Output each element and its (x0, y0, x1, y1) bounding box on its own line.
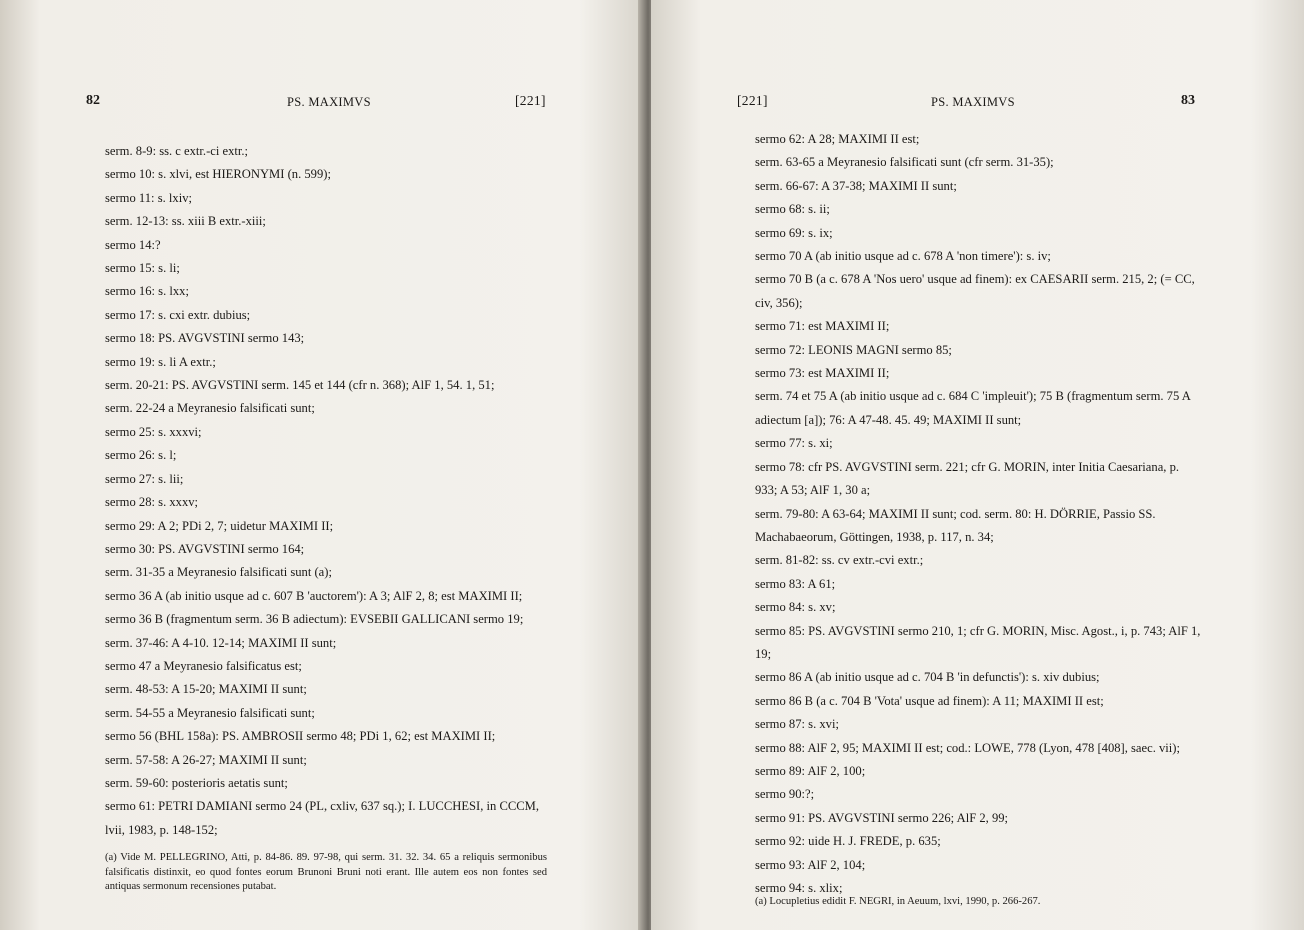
entry: sermo 71: est MAXIMI II; (755, 319, 890, 334)
entry: sermo 30: PS. AVGVSTINI sermo 164; (105, 541, 305, 556)
entry: serm. 81-82: ss. cv extr.-cvi extr.; (755, 553, 924, 568)
page-number: 82 (86, 93, 100, 108)
entry: sermo 89: AlF 2, 100; (755, 763, 866, 778)
entry: serm. 66-67: A 37-38; MAXIMI II sunt; (755, 178, 957, 193)
entry: sermo 83: A 61; (755, 576, 836, 591)
entry: sermo 78: cfr PS. AVGVSTINI serm. 221; cfr G. MORIN, inter Initia Caesariana, p. 933; A 53; AlF 1, 30 a; (755, 459, 1180, 498)
entry: sermo 29: A 2; PDi 2, 7; uidetur MAXIMI II; (105, 518, 334, 533)
entry: serm. 20-21: PS. AVGVSTINI serm. 145 et 144 (cfr n. 368); AlF 1, 54. 1, 51; (105, 378, 495, 393)
entry: sermo 84: s. xv; (755, 600, 836, 615)
entry-list (755, 128, 1203, 900)
entry: serm. 54-55 a Meyranesio falsificati sunt; (105, 705, 315, 720)
entry: sermo 14:? (105, 237, 161, 252)
entry: sermo 70 B (a c. 678 A 'Nos uero' usque ad finem): ex CAESARII serm. 215, 2; (= CC, civ, 356); (755, 272, 1195, 310)
entry: sermo 85: PS. AVGVSTINI sermo 210, 1; cfr G. MORIN, Misc. Agost., i, p. 743; AlF 1, 19; (755, 623, 1201, 661)
footnote: (a) Vide M. PELLEGRINO, Atti, p. 84-86. 89. 97-98, qui serm. 31. 32. 34. 65 a reliquis sermonibus falsificatis distinxit, eo quod fontes eorum Brunoni Bruni noti erant. Ille autem eos non fontes sed antiquas sermonum recensiones putabat. (105, 852, 547, 892)
entry: sermo 19: s. li A extr.; (105, 354, 216, 369)
entry: sermo 88: AlF 2, 95; MAXIMI II est; cod.: LOWE, 778 (Lyon, 478 [408], saec. vii); (755, 740, 1180, 755)
entry: serm. 8-9: ss. c extr.-ci extr.; (105, 144, 249, 158)
entry: sermo 36 B (fragmentum serm. 36 B adiectum): EVSEBII GALLICANI sermo 19; (105, 612, 524, 627)
section-number: [221] (737, 93, 768, 108)
entry: sermo 94: s. xlix; (755, 881, 843, 895)
entry: sermo 10: s. xlvi, est HIERONYMI (n. 599); (105, 167, 331, 182)
entry: serm. 12-13: ss. xiii B extr.-xiii; (105, 214, 266, 229)
entry: sermo 17: s. cxi extr. dubius; (105, 307, 251, 322)
left-page (0, 0, 646, 930)
entry: sermo 90:?; (755, 787, 815, 802)
entry: sermo 61: PETRI DAMIANI sermo 24 (PL, cxliv, 637 sq.); I. LUCCHESI, in CCCM, lvii, 1983, p. 148-152; (105, 799, 540, 837)
entry: sermo 47 a Meyranesio falsificatus est; (105, 658, 302, 673)
entry: sermo 93: AlF 2, 104; (755, 857, 866, 872)
entry: sermo 87: s. xvi; (755, 717, 839, 732)
entry: sermo 36 A (ab initio usque ad c. 607 B 'auctorem'): A 3; AlF 2, 8; est MAXIMI II; (105, 588, 523, 603)
entry: serm. 48-53: A 15-20; MAXIMI II sunt; (105, 682, 307, 697)
entry: sermo 25: s. xxxvi; (105, 424, 202, 439)
entry: sermo 68: s. ii; (755, 202, 830, 217)
footnote: (a) Locupletius edidit F. NEGRI, in Aeuum, lxvi, 1990, p. 266-267. (755, 896, 1041, 907)
entry: sermo 92: uide H. J. FREDE, p. 635; (755, 834, 941, 849)
entry: serm. 79-80: A 63-64; MAXIMI II sunt; cod. serm. 80: H. DÖRRIE, Passio SS. Machabaeorum, Göttingen, 1938, p. 117, n. 34; (755, 506, 1156, 544)
entry: sermo 72: LEONIS MAGNI sermo 85; (755, 342, 952, 357)
entry: sermo 86 A (ab initio usque ad c. 704 B 'in defunctis'): s. xiv dubius; (755, 670, 1100, 685)
section-number: [221] (515, 93, 546, 108)
entry: sermo 77: s. xi; (755, 436, 833, 451)
entry: sermo 11: s. lxiv; (105, 190, 192, 205)
entry: serm. 63-65 a Meyranesio falsificati sunt (cfr serm. 31-35); (755, 155, 1054, 170)
entry: sermo 73: est MAXIMI II; (755, 366, 890, 381)
entry: serm. 37-46: A 4-10. 12-14; MAXIMI II sunt; (105, 635, 337, 650)
entry: serm. 22-24 a Meyranesio falsificati sunt; (105, 401, 315, 416)
entry: sermo 16: s. lxx; (105, 284, 189, 299)
entry-list (105, 140, 548, 842)
entry: sermo 70 A (ab initio usque ad c. 678 A 'non timere'): s. iv; (755, 249, 1051, 264)
entry: sermo 18: PS. AVGVSTINI sermo 143; (105, 331, 305, 346)
entry: sermo 62: A 28; MAXIMI II est; (755, 132, 920, 146)
entry: sermo 15: s. li; (105, 261, 180, 276)
entry: sermo 27: s. lii; (105, 471, 184, 486)
entry: sermo 69: s. ix; (755, 225, 833, 240)
entry: sermo 86 B (a c. 704 B 'Vota' usque ad finem): A 11; MAXIMI II est; (755, 693, 1104, 708)
entry: sermo 26: s. l; (105, 448, 177, 463)
running-title: PS. MAXIMVS (931, 95, 1015, 109)
entry: serm. 59-60: posterioris aetatis sunt; (105, 775, 288, 790)
entry: sermo 28: s. xxxv; (105, 495, 199, 510)
entry: sermo 56 (BHL 158a): PS. AMBROSII sermo 48; PDi 1, 62; est MAXIMI II; (105, 729, 496, 744)
running-title: PS. MAXIMVS (287, 95, 371, 109)
entry: sermo 91: PS. AVGVSTINI sermo 226; AlF 2, 99; (755, 810, 1009, 825)
page-number: 83 (1181, 93, 1195, 108)
entry: serm. 57-58: A 26-27; MAXIMI II sunt; (105, 752, 307, 767)
entry: serm. 31-35 a Meyranesio falsificati sunt (a); (105, 565, 332, 580)
entry: serm. 74 et 75 A (ab initio usque ad c. 684 C 'impleuit'); 75 B (fragmentum serm. 75 A adiectum [a]); 76: A 47-48. 45. 49; MAXIMI II sunt; (755, 389, 1191, 427)
